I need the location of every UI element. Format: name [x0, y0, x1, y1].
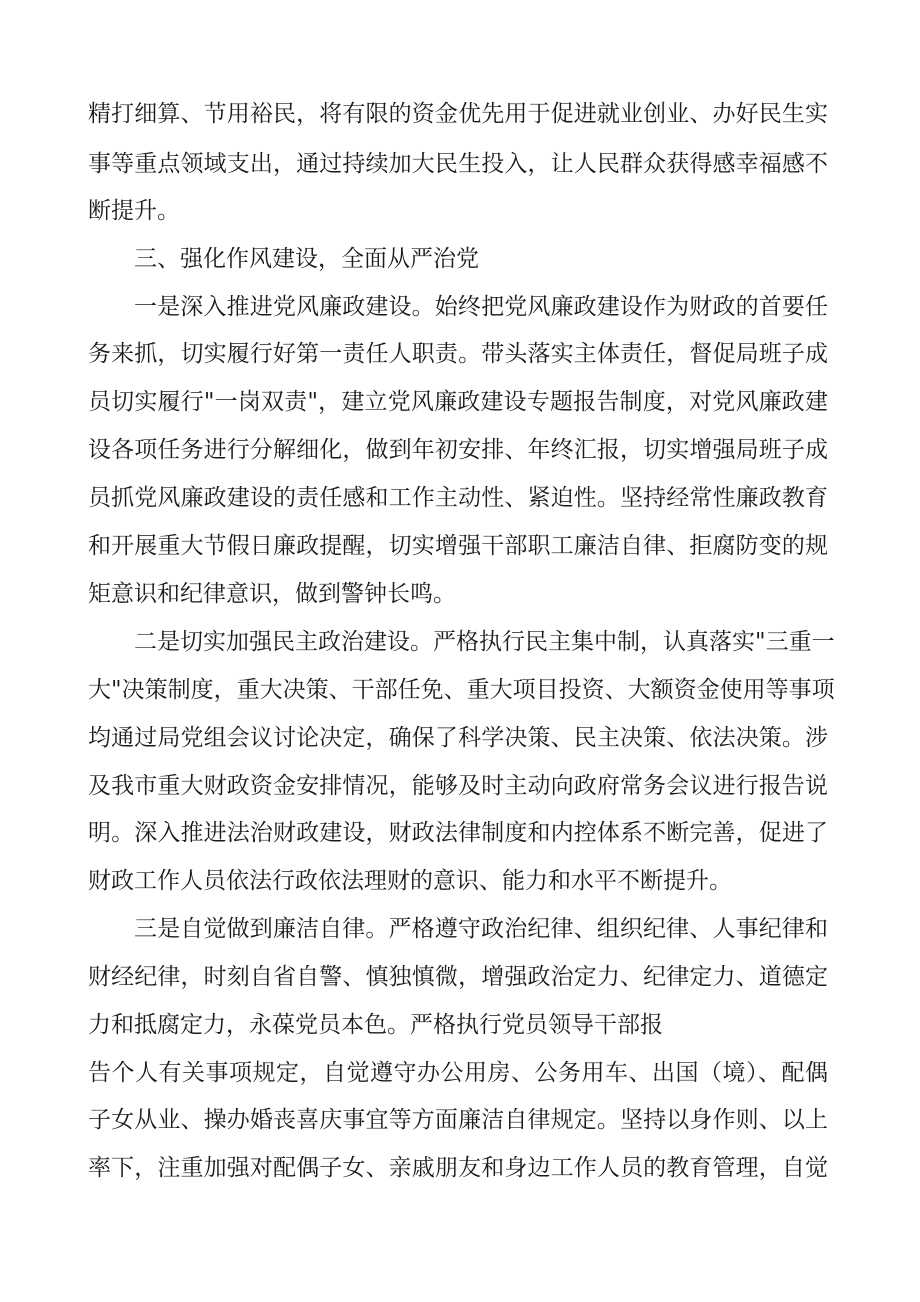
text-line: 均通过局党组会议讨论决定，确保了科学决策、民主决策、依法决策。涉	[88, 725, 828, 751]
text-line: 及我市重大财政资金安排情况，能够及时主动向政府常务会议进行报告说	[88, 773, 828, 799]
text-line: 矩意识和纪律意识，做到警钟长鸣。	[88, 581, 456, 607]
text-line: 设各项任务进行分解细化，做到年初安排、年终汇报，切实增强局班子成	[88, 437, 828, 463]
text-line: 三是自觉做到廉洁自律。严格遵守政治纪律、组织纪律、人事纪律和	[134, 916, 828, 942]
text-line: 员抓党风廉政建设的责任感和工作主动性、紧迫性。坚持经常性廉政教育	[88, 485, 828, 511]
text-line: 财政工作人员依法行政依法理财的意识、能力和水平不断提升。	[88, 868, 732, 894]
section-heading: 三、强化作风建设，全面从严治党	[134, 246, 479, 272]
text-line: 一是深入推进党风廉政建设。始终把党风廉政建设作为财政的首要任	[134, 294, 828, 320]
text-line: 员切实履行"一岗双责"，建立党风廉政建设专题报告制度，对党风廉政建	[88, 389, 828, 415]
text-line: 事等重点领域支出，通过持续加大民生投入，让人民群众获得感幸福感不	[88, 151, 828, 177]
text-line: 子女从业、操办婚丧喜庆事宜等方面廉洁自律规定。坚持以身作则、以上	[88, 1107, 828, 1133]
text-line: 明。深入推进法治财政建设，财政法律制度和内控体系不断完善，促进了	[88, 820, 828, 846]
text-line: 二是切实加强民主政治建设。严格执行民主集中制，认真落实"三重一	[134, 629, 835, 655]
text-line: 率下，注重加强对配偶子女、亲戚朋友和身边工作人员的教育管理，自觉	[88, 1155, 828, 1181]
text-line: 大"决策制度，重大决策、干部任免、重大项目投资、大额资金使用等事项	[88, 677, 835, 703]
text-line: 断提升。	[88, 198, 180, 224]
text-line: 力和抵腐定力，永葆党员本色。严格执行党员领导干部报	[88, 1012, 663, 1038]
text-line: 告个人有关事项规定，自觉遵守办公用房、公务用车、出国（境）、配偶	[88, 1060, 828, 1086]
text-line: 精打细算、节用裕民，将有限的资金优先用于促进就业创业、办好民生实	[88, 101, 828, 127]
text-line: 务来抓，切实履行好第一责任人职责。带头落实主体责任，督促局班子成	[88, 341, 828, 367]
text-line: 财经纪律，时刻自省自警、慎独慎微，增强政治定力、纪律定力、道德定	[88, 964, 828, 990]
text-line: 和开展重大节假日廉政提醒，切实增强干部职工廉洁自律、拒腐防变的规	[88, 533, 828, 559]
